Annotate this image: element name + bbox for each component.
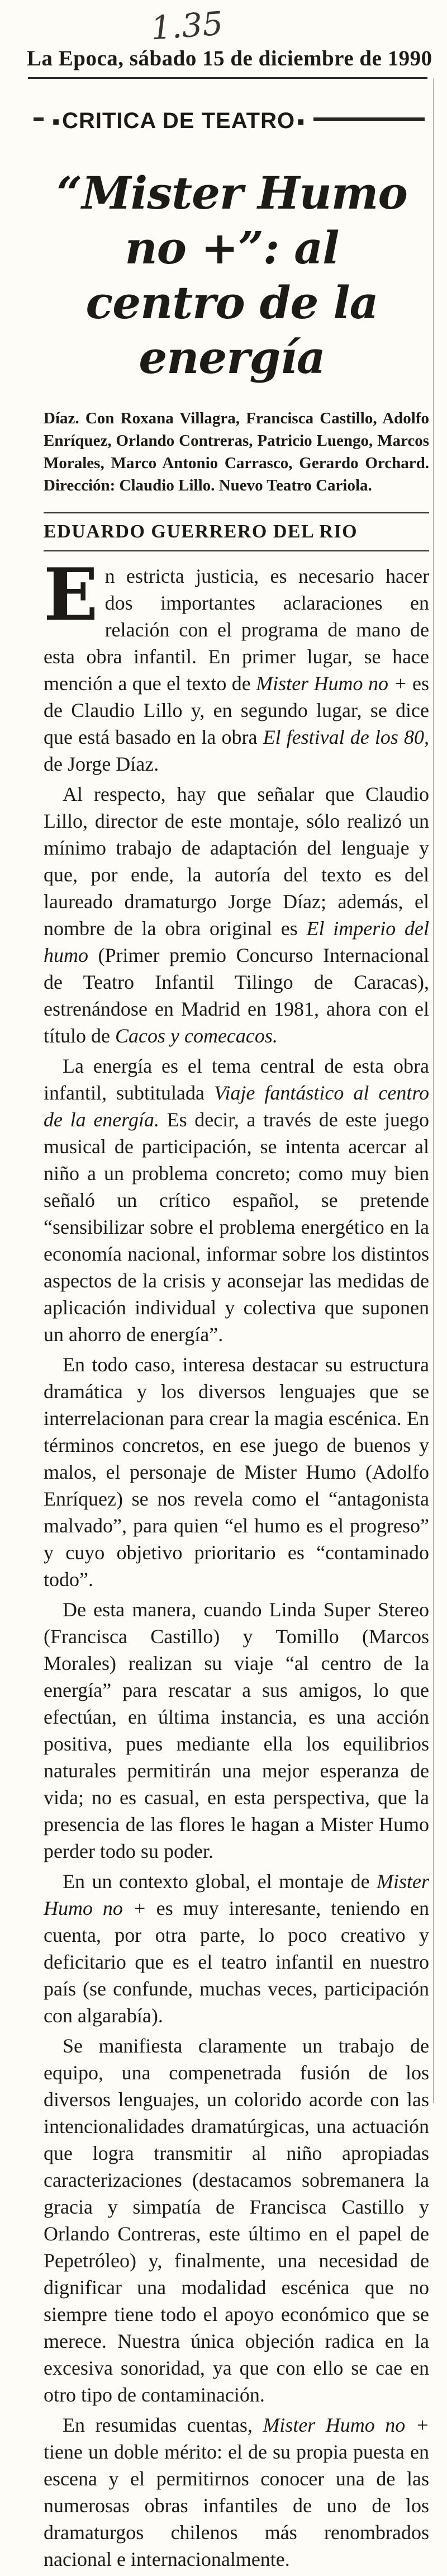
drop-cap: E	[44, 553, 98, 637]
paragraph-2: Al respecto, hay que señalar que Claudio Lillo, director de este montaje, sólo realizó un mínimo trabajo de adaptación del lenguaje y que, por ende, la autoría del texto es del laureado dramaturgo Jorge Díaz; además, el nombre de la obra original es El imperio del humo (Primer premio Concurso Internacional de Teatro Infantil Tilingo de Caracas), estrenándose en Madrid en 1981, ahora con el título de Cacos y comecacos.	[44, 783, 429, 1047]
handwritten-annotation: 1.35	[149, 4, 225, 48]
byline-rule-bottom	[44, 550, 429, 551]
byline-rule-top	[44, 512, 429, 513]
paragraph-6: En un contexto global, el montaje de Mister Humo no + es muy interesante, teniendo en cuenta, por otra parte, lo poco creativo y deficitario que es el teatro infantil en nuestro país (se confunde, muchas veces, participación con algarabía).	[44, 1870, 429, 2027]
section-kicker	[34, 108, 425, 143]
paragraph-3: La energía es el tema central de esta obra infantil, subtitulada Viaje fantástico al centro de la energía. Es decir, a través de este juego musical de participación, se intenta acercar al niño a un problema concreto; como muy bien señaló un crítico español, se pretende “sensibilizar sobre el problema energético en la economía nacional, informar sobre los distintos aspectos de la crisis y aconsejar las medidas de aplicación individual y colectiva que suponen un ahorro de energía”.	[44, 1055, 429, 1346]
masthead-rule	[28, 77, 427, 79]
masthead-dateline	[27, 46, 440, 71]
section-label: ■ CRITICA DE TEATRO ■	[44, 108, 313, 134]
paragraph-4: En todo caso, interesa destacar su estructura dramática y los diversos lenguajes que se interrelacionan para crear la magia escénica. En términos concretos, en ese juego de buenos y malos, el personaje de Mister Humo (Adolfo Enríquez) se nos revela como el “antagonista malvado”, para quien “el humo es el progreso” y cuyo objetivo prioritario es “contaminado todo”.	[44, 1353, 429, 1591]
article-column	[28, 108, 429, 2576]
paragraph-7: Se manifiesta claramente un trabajo de equipo, una compenetrada fusión de los diversos lenguajes, un colorido acorde con las intencionalidades dramatúrgicas, una actuación que logra transmitir al niño apropiadas caracterizaciones (destacamos sobremanera la gracia y simpatía de Francisca Castillo y Orlando Contreras, este último en el papel de Pepetróleo) y, finalmente, una necesidad de dignificar una modalidad escénica que no siempre tiene todo el apoyo económico que se merece. Nuestra única objeción radica en la excesiva sonoridad, ya que con ello se cae en otro tipo de contaminación.	[44, 2035, 429, 2406]
paragraph-5: De esta manera, cuando Linda Super Stereo (Francisca Castillo) y Tomillo (Marcos Morales) realizan su viaje “al centro de la energía” para rescatar a sus amigos, lo que efectúan, en última instancia, es una acción positiva, pues mediante ella los equilibrios naturales permitirán una mejor esperanza de vida; no es casual, en esta perspectiva, que la presencia de las flores le hagan a Mister Humo perder todo su poder.	[44, 1598, 429, 1862]
article-byline: EDUARDO GUERRERO DEL RIO	[44, 521, 358, 542]
clipping-edge	[433, 78, 434, 2103]
paragraph-1: En estricta justicia, es necesario hacer dos importantes aclaraciones en relación con el programa de mano de esta obra infantil. En primer lugar, se hace mención a que el texto de Mister Humo no + es de Claudio Lillo y, en segundo lugar, se dice que está basado en la obra El festival de los 80, de Jorge Díaz.	[44, 553, 429, 775]
article-headline: “Mister Humo no +”: al centro de la energía	[56, 167, 407, 384]
publication-date: sábado 15 de diciembre de 1990	[129, 46, 432, 70]
production-credits: Díaz. Con Roxana Villagra, Francisca Castillo, Adolfo Enríquez, Orlando Contreras, Patricio Luengo, Marcos Morales, Marco Antonio Carrasco, Gerardo Orchard. Dirección: Claudio Lillo. Nuevo Teatro Cariola.	[44, 409, 429, 494]
article-body	[44, 553, 429, 2573]
paragraph-8: En resumidas cuentas, Mister Humo no + tiene un doble mérito: el de su propia puesta en escena y el permitirnos conocer una de las numerosas obras infantiles de uno de los dramaturgos chilenos más renombrados nacional e internacionalmente.	[44, 2414, 429, 2570]
publication-name: La Epoca,	[27, 46, 124, 70]
